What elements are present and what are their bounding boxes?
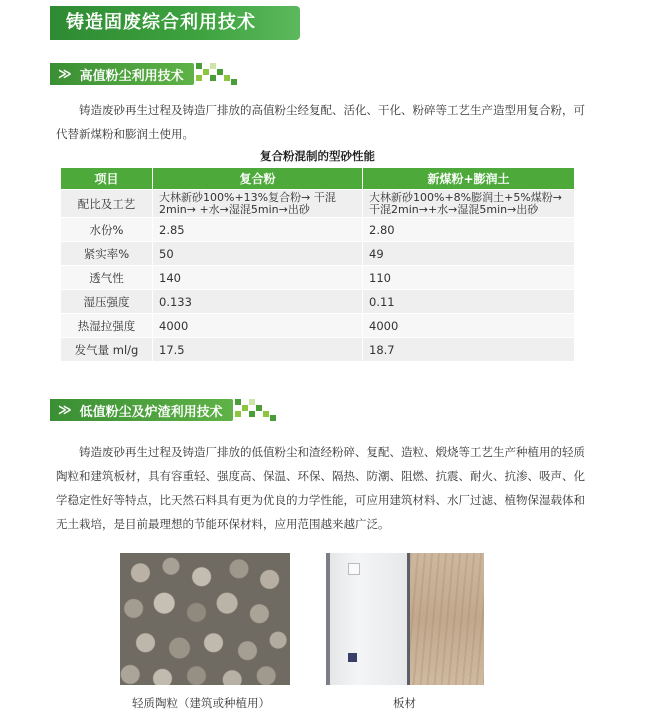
table-row	[61, 190, 575, 218]
row-label: 湿压强度	[61, 290, 153, 314]
row-value: 110	[363, 266, 575, 290]
row-label: 水份%	[61, 218, 153, 242]
section1-paragraph: 铸造废砂再生过程及铸造厂排放的高值粉尘经复配、活化、干化、粉碎等工艺生产造型用复合粉，可代替新煤粉和膨润土使用。	[56, 103, 585, 141]
row-value: 大林新砂100%+8%膨润土+5%煤粉→ 干混2min→+水→湿混5min→出砂	[363, 190, 575, 218]
row-value: 0.11	[363, 290, 575, 314]
table-title: 复合粉混制的型砂性能	[260, 149, 375, 163]
pixel-decoration-icon	[196, 63, 238, 85]
row-value: 140	[153, 266, 363, 290]
header-item: 项目	[61, 168, 153, 190]
row-label: 紧实率%	[61, 242, 153, 266]
row-value: 4000	[363, 314, 575, 338]
table-row	[61, 266, 575, 290]
header-coal-bentonite: 新煤粉+膨润土	[363, 168, 575, 190]
row-value: 50	[153, 242, 363, 266]
section-title-bar	[50, 399, 233, 421]
pixel-decoration-icon	[235, 399, 277, 421]
row-value: 17.5	[153, 338, 363, 362]
row-value: 18.7	[363, 338, 575, 362]
board-photo	[326, 553, 484, 685]
table-row	[61, 314, 575, 338]
table-row	[61, 242, 575, 266]
row-label: 透气性	[61, 266, 153, 290]
row-value: 4000	[153, 314, 363, 338]
section2-paragraph: 铸造废砂再生过程及铸造厂排放的低值粉尘和渣经粉碎、复配、造粒、煅烧等工艺生产种植用的轻质陶粒和建筑板材，具有容重轻、强度高、保温、环保、隔热、防潮、阻燃、抗震、耐火、抗渗、吸声、化学稳定性好等特点，比天然石料具有更为优良的力学性能，可应用建筑材料、水厂过滤、植物保湿载体和无土栽培，是目前最理想的节能环保材料，应用范围越来越广泛。	[56, 445, 585, 531]
row-value: 2.85	[153, 218, 363, 242]
row-label: 发气量 ml/g	[61, 338, 153, 362]
double-chevron-icon: ≫	[58, 402, 70, 418]
ceramsite-photo	[120, 553, 290, 685]
section-title: 高值粉尘利用技术	[79, 68, 184, 84]
sand-performance-table	[60, 167, 575, 362]
wall-switch-icon	[348, 563, 360, 575]
ceramsite-caption: 轻质陶粒（建筑或种植用）	[132, 696, 270, 710]
socket-icon	[348, 653, 357, 662]
row-value: 49	[363, 242, 575, 266]
section-header-low-value-dust	[50, 399, 277, 421]
row-value: 0.133	[153, 290, 363, 314]
page-title: 铸造固废综合利用技术	[50, 6, 300, 40]
white-board	[326, 553, 410, 685]
table-row	[61, 290, 575, 314]
wood-board	[410, 553, 484, 685]
row-label: 热湿拉强度	[61, 314, 153, 338]
header-composite-powder: 复合粉	[153, 168, 363, 190]
row-value: 2.80	[363, 218, 575, 242]
section-header-high-value-dust	[50, 63, 238, 85]
row-label: 配比及工艺	[61, 190, 153, 218]
table-row	[61, 218, 575, 242]
table-row	[61, 338, 575, 362]
row-value: 大林新砂100%+13%复合粉→ 干混2min→ +水→湿混5min→出砂	[153, 190, 363, 218]
board-caption: 板材	[393, 696, 416, 710]
section-title-bar	[50, 63, 194, 85]
double-chevron-icon: ≫	[58, 66, 70, 82]
section-title: 低值粉尘及炉渣利用技术	[79, 404, 223, 420]
table-header-row	[61, 168, 575, 190]
